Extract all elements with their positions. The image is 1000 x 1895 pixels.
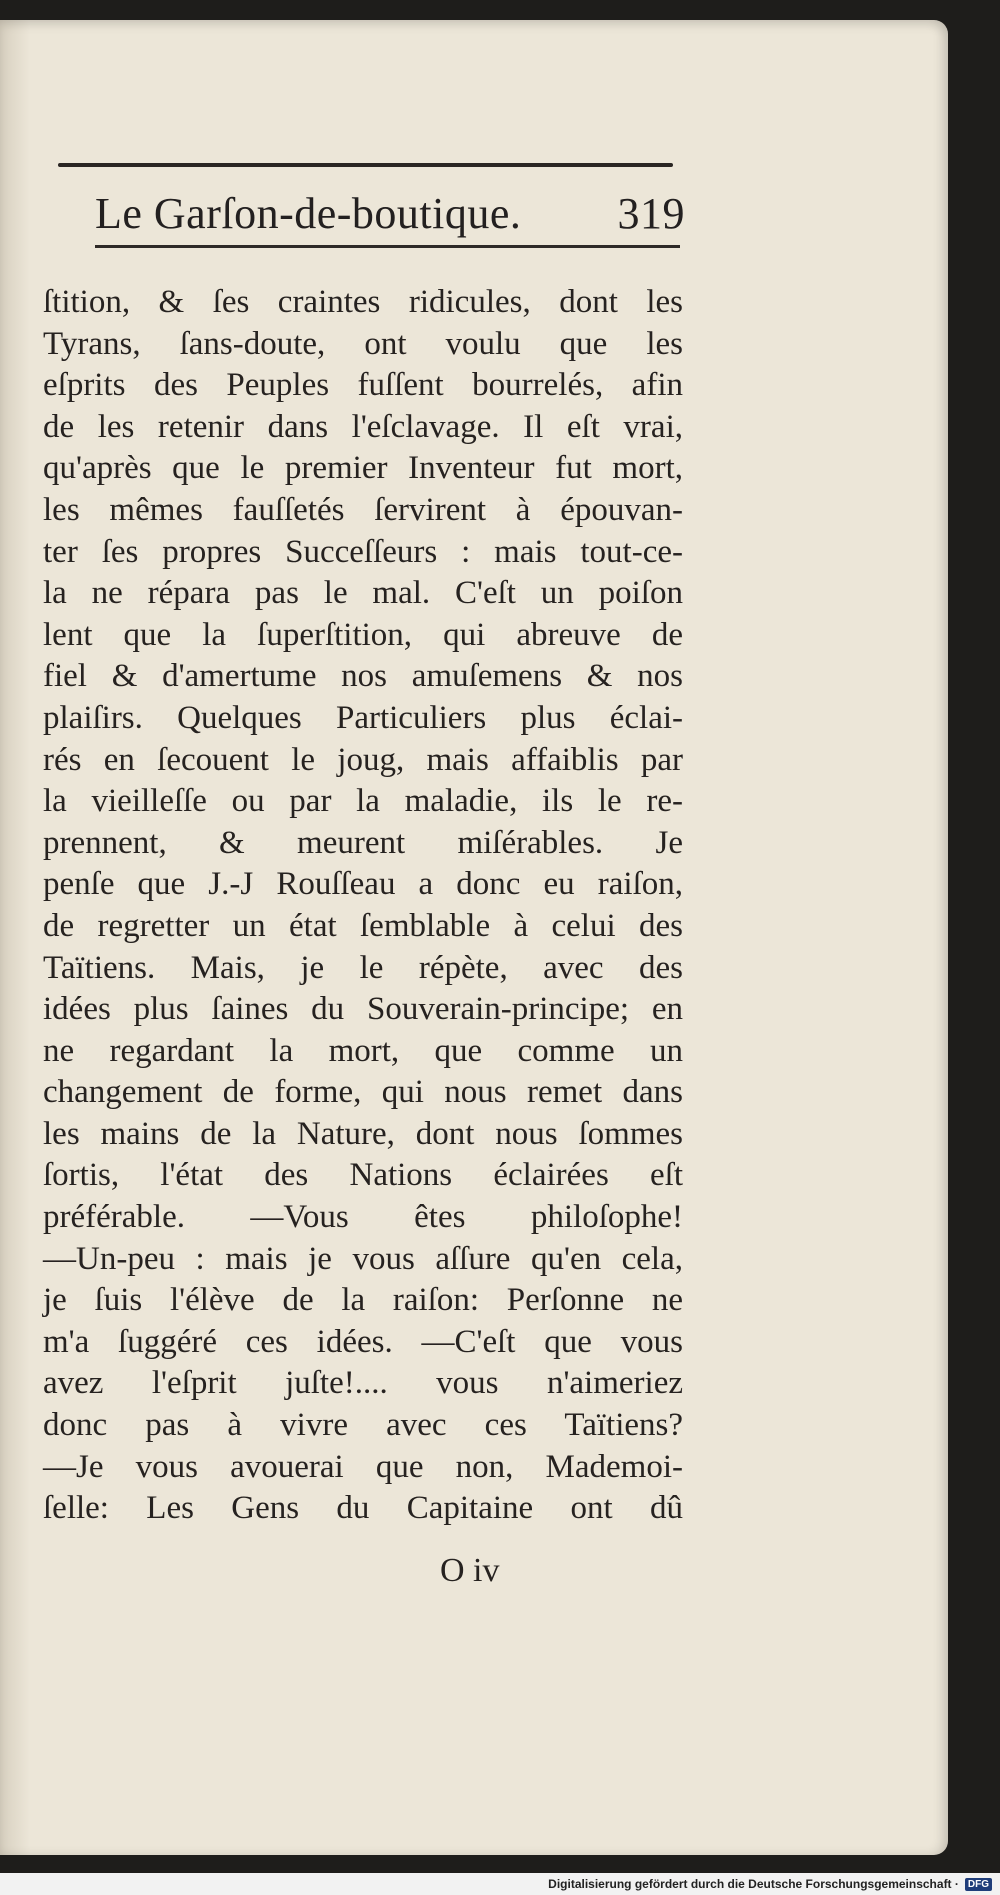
text-line: lent que la ſuperſtition, qui abreuve de (43, 616, 683, 653)
running-title: Le Garſon-de-boutique. (95, 189, 522, 238)
text-line: fiel & d'amertume nos amuſemens & nos (43, 658, 683, 695)
running-head (95, 188, 685, 248)
text-line: la vieilleſſe ou par la maladie, ils le re- (43, 783, 683, 820)
text-line: Tyrans, ſans-doute, ont voulu que les (43, 325, 683, 362)
running-head-rule (95, 245, 680, 248)
text-line: idées plus ſaines du Souverain-principe; en (43, 991, 683, 1028)
text-line: ter ſes propres Succeſſeurs : mais tout-ce- (43, 533, 683, 570)
text-line: de les retenir dans l'eſclavage. Il eſt vrai, (43, 408, 683, 445)
text-line: avez l'eſprit juſte!.... vous n'aimeriez (43, 1365, 683, 1402)
text-line: m'a ſuggéré ces idées. —C'eſt que vous (43, 1323, 683, 1360)
book-page (0, 20, 948, 1855)
text-line: Taïtiens. Mais, je le répète, avec des (43, 949, 683, 986)
text-line: les mêmes fauſſetés ſervirent à épouvan- (43, 491, 683, 528)
text-line: la ne répara pas le mal. C'eſt un poiſon (43, 575, 683, 612)
top-ornamental-rule (58, 163, 673, 167)
digitization-footer (0, 1873, 1000, 1895)
text-line: ſtition, & ſes craintes ridicules, dont les (43, 284, 683, 320)
text-line: rés en ſecouent le joug, mais affaiblis par (43, 741, 683, 778)
text-line: ſortis, l'état des Nations éclairées eſt (43, 1157, 683, 1194)
page-number: 319 (617, 189, 685, 238)
text-line: ſelle: Les Gens du Capitaine ont dû (43, 1490, 683, 1527)
text-line: ne regardant la mort, que comme un (43, 1032, 683, 1069)
text-line: penſe que J.-J Rouſſeau a donc eu raiſon, (43, 866, 683, 903)
text-line: plaiſirs. Quelques Particuliers plus éclai- (43, 699, 683, 736)
text-line: je ſuis l'élève de la raiſon: Perſonne ne (43, 1282, 683, 1319)
text-line: préférable. —Vous êtes philoſophe! (43, 1199, 683, 1236)
text-line: eſprits des Peuples fuſſent bourrelés, afin (43, 367, 683, 404)
text-line: prennent, & meurent miſérables. Je (43, 824, 683, 861)
text-line: de regretter un état ſemblable à celui des (43, 907, 683, 944)
funding-credit: Digitalisierung gefördert durch die Deutsche Forschungsgemeinschaft · (548, 1877, 959, 1891)
text-line: donc pas à vivre avec ces Taïtiens? (43, 1407, 683, 1444)
page-gutter-shadow (0, 20, 30, 1855)
text-line: les mains de la Nature, dont nous ſommes (43, 1115, 683, 1152)
body-text (43, 282, 683, 1530)
text-line: —Je vous avouerai que non, Mademoi- (43, 1448, 683, 1485)
signature-mark: O iv (440, 1552, 500, 1589)
text-line: changement de forme, qui nous remet dans (43, 1074, 683, 1111)
dfg-logo-icon: DFG (965, 1878, 992, 1891)
text-line: —Un-peu : mais je vous aſſure qu'en cela, (43, 1240, 683, 1277)
text-line: qu'après que le premier Inventeur fut mort, (43, 450, 683, 487)
